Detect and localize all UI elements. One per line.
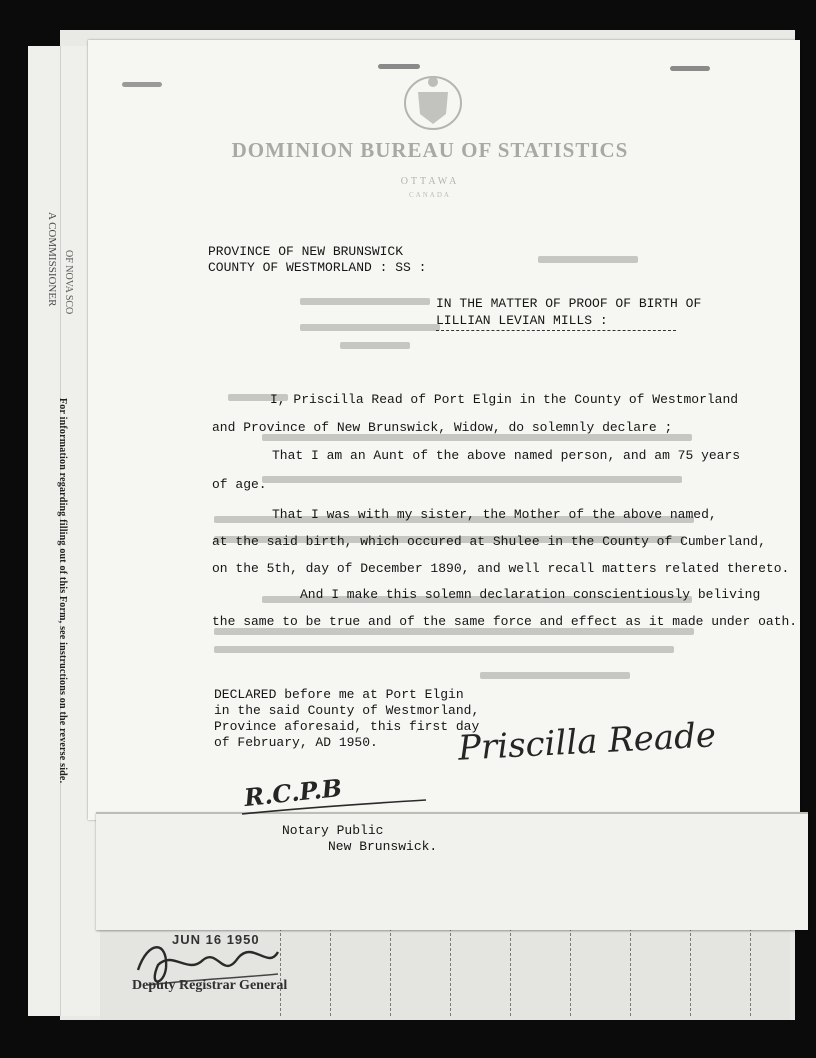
- letterhead-city: OTTAWA: [400, 176, 460, 187]
- matter-line-2: LILLIAN LEVIAN MILLS :: [436, 313, 608, 328]
- ghost-date-line: [538, 256, 638, 263]
- page-lower-flap: [96, 812, 808, 930]
- coat-of-arms-crest: [400, 74, 466, 132]
- body-p3-line2: at the said birth, which occured at Shulee in the County of Cumberland,: [212, 534, 766, 549]
- county-heading: COUNTY OF WESTMORLAND : SS :: [208, 260, 427, 275]
- body-p1-line1: I, Priscilla Read of Port Elgin in the County of Westmorland: [270, 392, 739, 407]
- body-p2-line2: of age.: [212, 477, 267, 492]
- notary-province: New Brunswick.: [328, 839, 438, 854]
- notary-signature-line: [240, 796, 430, 820]
- ghost-body-1: [262, 434, 692, 441]
- stamp-title: Deputy Registrar General: [132, 978, 288, 993]
- declared-line-4: of February, AD 1950.: [214, 735, 378, 750]
- matter-line-1: IN THE MATTER OF PROOF OF BIRTH OF: [436, 296, 702, 311]
- declarant-signature: Priscilla Reade: [457, 715, 717, 769]
- body-p1-line2: and Province of New Brunswick, Widow, do solemnly declare ;: [212, 420, 673, 435]
- declared-line-1: DECLARED before me at Port Elgin: [214, 687, 464, 702]
- province-heading: PROVINCE OF NEW BRUNSWICK: [208, 244, 404, 259]
- stamp-date: JUN 16 1950: [172, 932, 260, 947]
- letterhead-country: CANADA: [409, 191, 451, 199]
- ghost-name-line-2: [340, 342, 410, 349]
- notary-title: Notary Public: [282, 823, 384, 838]
- staple-top-center: [378, 64, 420, 69]
- staple-top-left: [122, 82, 162, 87]
- declared-line-3: Province aforesaid, this first day: [214, 719, 480, 734]
- fold-line: [96, 812, 808, 814]
- ghost-report-line: [300, 298, 430, 305]
- letterhead-title: DOMINION BUREAU OF STATISTICS: [231, 138, 629, 162]
- margin-instructions-text: For information regarding filling out of this Form, see instructions on the reverse side.: [57, 398, 68, 784]
- margin-province-text: OF NOVA SCO: [63, 250, 74, 315]
- ghost-body-7: [214, 646, 674, 653]
- ghost-body-6: [214, 628, 694, 635]
- margin-commissioner-text: A COMMISSIONER: [46, 212, 58, 307]
- body-p4-line1: And I make this solemn declaration conscientiously beliving: [300, 587, 761, 602]
- body-p3-line1: That I was with my sister, the Mother of the above named,: [272, 507, 717, 522]
- body-p3-line3: on the 5th, day of December 1890, and well recall matters related thereto.: [212, 561, 790, 576]
- matter-underline: [436, 330, 676, 331]
- body-p2-line1: That I am an Aunt of the above named person, and am 75 years: [272, 448, 741, 463]
- notary-signature: R.C.P.B: [242, 772, 344, 813]
- declared-line-2: in the said County of Westmorland,: [214, 703, 480, 718]
- staple-top-right: [670, 66, 710, 71]
- ghost-name-line: [300, 324, 440, 331]
- body-p4-line2: the same to be true and of the same force and effect as it made under oath.: [212, 614, 798, 629]
- ghost-closing: [480, 672, 630, 679]
- ghost-body-2: [262, 476, 682, 483]
